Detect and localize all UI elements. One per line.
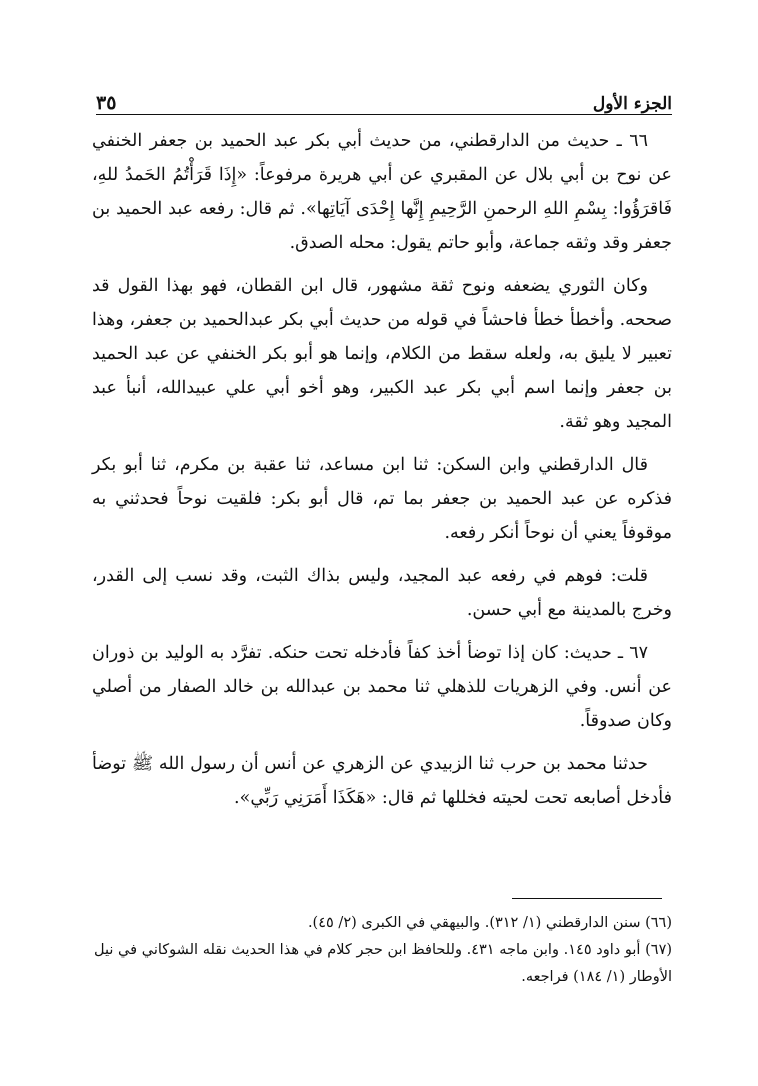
running-head: الجزء الأول <box>592 94 672 114</box>
main-text <box>92 124 672 824</box>
footnote-66: (٦٦) سنن الدارقطني (١/ ٣١٢). والبيهقي في الكبرى (٢/ ٤٥). <box>307 915 672 931</box>
paragraph-hadith-66: ٦٦ ـ حديث من الدارقطني، من حديث أبي بكر عبد الحميد بن جعفر الخنفي عن نوح بن أبي بلال عن المقبري عن أبي هريرة مرفوعاً: «إِذَا قَرَأْتُمُ الحَمدُ للهِ، فَاقرَؤُوا: بِسْمِ اللهِ الرحمنِ الرَّحِيمِ إِنَّها إِحْدَى آيَاتِها». ثم قال: رفعه عبد الحميد بن جعفر وقد وثقه جماعة، وأبو حاتم يقول: محله الصدق. <box>92 131 672 253</box>
paragraph-narration: حدثنا محمد بن حرب ثنا الزبيدي عن الزهري عن أنس أن رسول الله ﷺ توضأ فأدخل أصابعه تحت لحيته فخللها ثم قال: «هَكَذَا أَمَرَنِي رَبِّي». <box>92 754 672 808</box>
header-rule <box>96 114 672 115</box>
paragraph-hadith-67: ٦٧ ـ حديث: كان إذا توضأ أخذ كفاً فأدخله تحت حنكه. تفرَّد به الوليد بن ذوران عن أنس. وفي الزهريات للذهلي ثنا محمد بن عبدالله بن خالد الصفار من أصلي وكان صدوقاً. <box>92 643 672 731</box>
paragraph-note: قلت: فوهم في رفعه عبد المجيد، وليس بذاك الثبت، وقد نسب إلى القدر، وخرج بالمدينة مع أبي حسن. <box>92 566 672 620</box>
paragraph-commentary: وكان الثوري يضعفه ونوح ثقة مشهور، قال ابن القطان، فهو بهذا القول قد صححه. وأخطأ خطأ فاحشاً في قوله من حديث أبي بكر عبدالحميد بن جعفر، وهذا تعبير لا يليق به، ولعله سقط من الكلام، وإنما هو أبو بكر الخنفي عن عبد الحميد بن جعفر وإنما اسم أبي بكر عبد الكبير، وهو أخو أبي علي عبيدالله، أنبأ عبد المجيد وهو ثقة. <box>92 276 672 432</box>
footnote-67: (٦٧) أبو داود ١٤٥. وابن ماجه ٤٣١. وللحافظ ابن حجر كلام في هذا الحديث نقله الشوكاني في نيل الأوطار (١/ ١٨٤) فراجعه. <box>94 942 673 985</box>
page-number: ٣٥ <box>96 92 117 114</box>
footnote-rule <box>512 898 662 899</box>
footnotes <box>94 910 672 991</box>
paragraph-chain: قال الدارقطني وابن السكن: ثنا ابن مساعد، ثنا عقبة بن مكرم، ثنا أبو بكر فذكره عن عبد الحميد بن جعفر بما تم، قال أبو بكر: فلقيت نوحاً فحدثني به موقوفاً يعني أن نوحاً أنكر رفعه. <box>92 455 672 543</box>
page-header <box>96 80 672 114</box>
